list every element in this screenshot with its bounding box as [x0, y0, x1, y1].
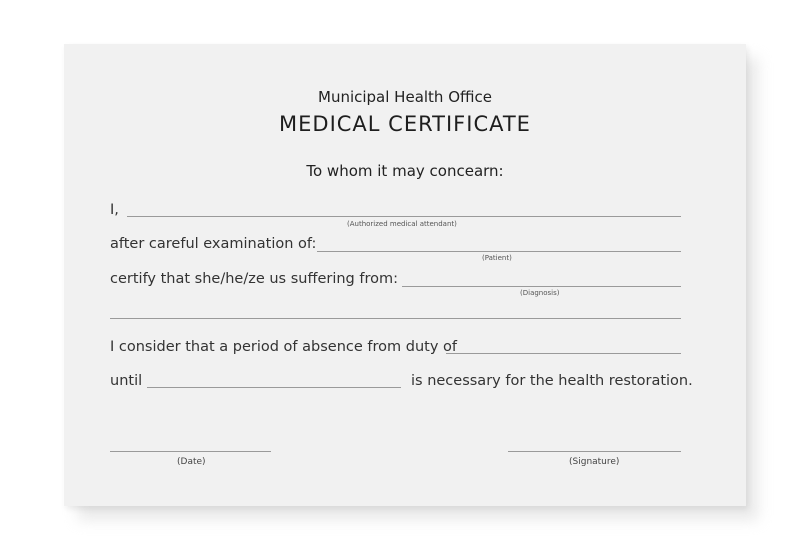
- absence-field-line[interactable]: [446, 353, 681, 354]
- until-label: until: [110, 373, 143, 389]
- signature-field-line[interactable]: [508, 451, 681, 452]
- patient-field-line[interactable]: [317, 251, 681, 252]
- certificate-paper: [64, 44, 746, 506]
- signature-caption: (Signature): [569, 457, 620, 467]
- diagnosis-label: certify that she/he/ze us suffering from:: [110, 271, 398, 287]
- diagnosis-caption: (Diagnosis): [520, 289, 560, 297]
- certificate-title: MEDICAL CERTIFICATE: [279, 112, 531, 136]
- date-field-line[interactable]: [110, 451, 271, 452]
- greeting: To whom it may concearn:: [306, 162, 504, 180]
- attendant-caption: (Authorized medical attendant): [347, 220, 457, 228]
- attendant-label: I,: [110, 202, 119, 218]
- absence-label: I consider that a period of absence from duty of: [110, 339, 457, 355]
- date-caption: (Date): [177, 457, 206, 467]
- patient-caption: (Patient): [482, 254, 512, 262]
- restoration-text: is necessary for the health restoration.: [411, 373, 693, 389]
- patient-label: after careful examination of:: [110, 236, 317, 252]
- office-name: Municipal Health Office: [318, 88, 492, 106]
- diagnosis-field-line[interactable]: [402, 286, 681, 287]
- until-field-line[interactable]: [147, 387, 401, 388]
- diagnosis-continuation-line[interactable]: [110, 318, 681, 319]
- attendant-field-line[interactable]: [127, 216, 681, 217]
